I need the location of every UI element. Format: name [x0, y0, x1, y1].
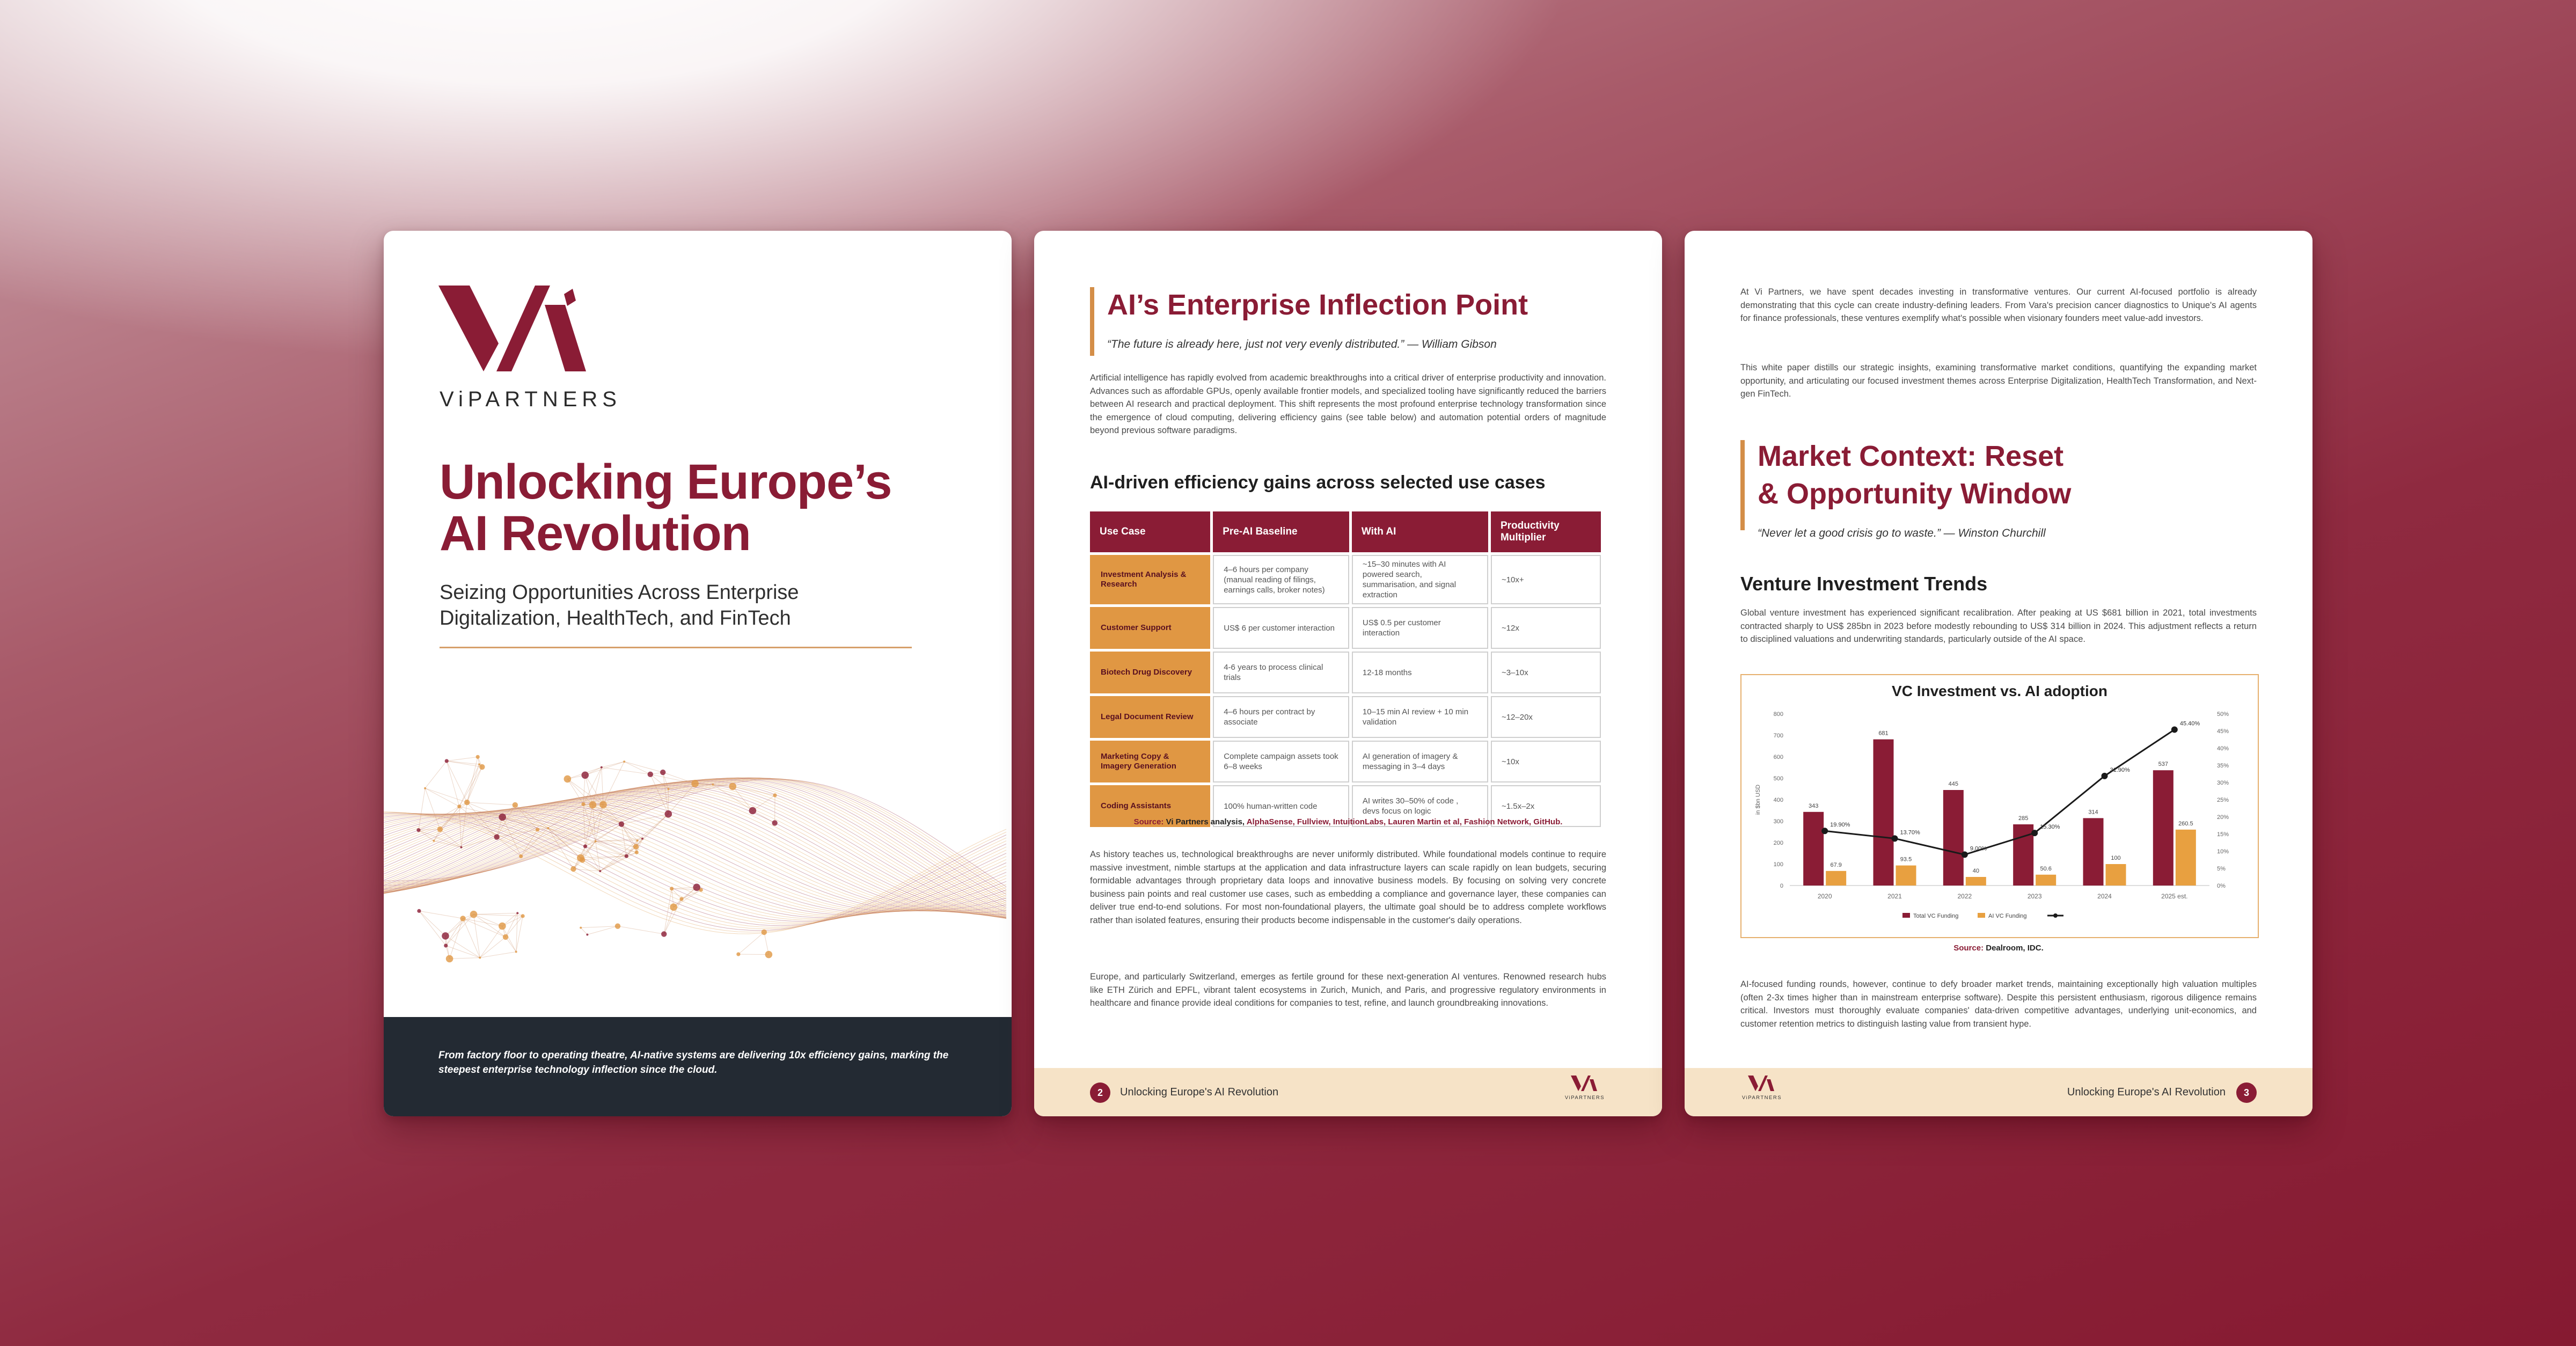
network-link	[450, 918, 463, 959]
network-node	[437, 826, 443, 832]
with-ai-cell: AI writes 30–50% of code , devs focus on logic	[1352, 785, 1488, 827]
total-vc-bar	[1943, 790, 1964, 886]
header-use-case: Use Case	[1090, 511, 1210, 552]
section-accent-bar	[1090, 287, 1094, 356]
network-node	[619, 821, 624, 826]
y2-tick-label: 30%	[2217, 780, 2229, 786]
header-pre-ai-baseline: Pre-AI Baseline	[1213, 511, 1349, 552]
table-row	[1090, 652, 1601, 693]
with-ai-cell: 10–15 min AI review + 10 min validation	[1352, 696, 1488, 738]
ai-vc-bar	[1966, 877, 1986, 886]
cover-footer-text: From factory floor to operating theatre, AI-native systems are delivering 10x efficiency gains, marking the steepest enterprise technology inflection since the cloud.	[438, 1050, 949, 1076]
x-tick-label: 2024	[2097, 893, 2112, 900]
baseline-cell: US$ 6 per customer interaction	[1213, 607, 1349, 649]
vi-partners-logo-icon	[438, 286, 594, 377]
with-ai-cell: US$ 0.5 per customer interaction	[1352, 607, 1488, 649]
ai-vc-bar-label: 40	[1972, 868, 1979, 874]
network-node	[515, 950, 517, 953]
network-node	[749, 807, 757, 815]
network-link	[467, 802, 515, 805]
page-three	[1685, 231, 2312, 1116]
multiplier-cell: ~12–20x	[1491, 696, 1601, 738]
network-node	[773, 793, 777, 797]
network-node	[712, 784, 714, 786]
ai-vc-bar	[1896, 866, 1916, 886]
network-node	[564, 776, 572, 783]
network-node	[499, 814, 506, 821]
ai-vc-bar-label: 100	[2111, 855, 2121, 861]
page-footer	[1034, 1068, 1662, 1116]
network-node	[577, 854, 584, 862]
multiplier-cell: ~10x+	[1491, 555, 1601, 604]
network-link	[447, 761, 459, 807]
section-quote: “Never let a good crisis go to waste.” — Winston Churchill	[1758, 527, 2046, 539]
network-node	[476, 755, 480, 759]
network-node	[660, 770, 665, 775]
legend-total-swatch	[1902, 913, 1910, 918]
market-paragraph: AI-focused funding rounds, however, continue to defy broader market trends, maintaining exceptionally high valuation multiples (often 2-3x times higher than in mainstream enterprise software). Despite this persistent enthusiasm, rigorous diligence remains critical. Investors must thoroughly evaluate companies' data-driven competitive advantages, underlying unit-economics, and customer retention metrics to distinguish lasting value from transient hype.	[1740, 979, 2257, 1029]
multiplier-cell: ~1.5x–2x	[1491, 785, 1601, 827]
network-node	[433, 840, 435, 842]
network-link	[467, 767, 482, 802]
ai-vc-bar-label: 93.5	[1900, 856, 1912, 863]
wave-line	[384, 785, 1006, 918]
network-node	[670, 887, 674, 890]
network-node	[417, 909, 421, 913]
multiplier-cell: ~10x	[1491, 741, 1601, 782]
legend-line-marker	[2053, 913, 2058, 918]
adoption-point	[2171, 726, 2178, 733]
network-node	[416, 828, 420, 832]
network-link	[624, 762, 663, 772]
page-two	[1034, 231, 1662, 1116]
network-node	[615, 923, 620, 928]
network-node	[445, 759, 449, 763]
table-row	[1090, 741, 1601, 782]
cover-footer-band	[384, 1017, 1012, 1116]
network-link	[463, 918, 502, 926]
ai-vc-bar-label: 260.5	[2178, 820, 2193, 827]
network-link	[459, 764, 479, 806]
network-link	[425, 788, 440, 829]
adoption-point	[1892, 835, 1898, 842]
network-node	[442, 932, 449, 940]
with-ai-cell: 12-18 months	[1352, 652, 1488, 693]
network-link	[445, 918, 463, 936]
wave-line	[384, 778, 1006, 899]
intro-paragraph-2: This white paper distills our strategic insights, examining transformative market conditions, quantifying the expanding market opportunity, and articulating our focused investment themes across Enterprise Digitalization, HealthTech Transformation, and Next-gen FinTech.	[1740, 363, 2257, 399]
network-node	[457, 804, 461, 808]
use-case-cell: Customer Support	[1090, 607, 1210, 649]
body-paragraph-1: As history teaches us, technological breakthroughs are never uniformly distributed. While foundational models continue to require massive investment, nimble startups at the application and data infrastructure layers can scale rapidly on lean budgets, securing formidable advantages through proprietary data loops and innovative business models. By focusing on solving very concrete business pain points and real customer use cases, such as embedding a compliance and governance layer, these companies can deliver true end-to-end solutions. For most non-foundational players, the ultimate goal should be to address complete workflows rather than isolated features, ensuring their products become indispensable in the customer's daily operations.	[1090, 850, 1606, 925]
y2-tick-label: 15%	[2217, 831, 2229, 838]
network-node	[601, 766, 603, 769]
network-node	[464, 800, 470, 805]
footer-document-title: Unlocking Europe's AI Revolution	[1120, 1086, 1279, 1098]
network-link	[447, 761, 467, 802]
page-footer	[1685, 1068, 2312, 1116]
source-label: Source:	[1953, 943, 1984, 953]
network-link	[467, 764, 479, 802]
y-tick-label: 300	[1773, 818, 1783, 825]
y-tick-label: 700	[1773, 733, 1783, 739]
y2-tick-label: 25%	[2217, 797, 2229, 803]
y2-tick-label: 40%	[2217, 745, 2229, 752]
x-tick-label: 2023	[2027, 893, 2042, 900]
adoption-point-label: 19.90%	[1830, 822, 1850, 829]
network-node	[424, 787, 426, 789]
table-source	[1034, 817, 1662, 826]
network-node	[460, 916, 465, 921]
y-tick-label: 500	[1773, 776, 1783, 782]
table-header-row	[1090, 511, 1601, 552]
adoption-point	[1821, 828, 1828, 834]
y-tick-label: 600	[1773, 754, 1783, 760]
x-tick-label: 2025 est.	[2161, 893, 2188, 900]
y2-tick-label: 5%	[2217, 866, 2226, 872]
network-node	[499, 923, 506, 930]
wave-line	[384, 778, 1006, 901]
network-node	[583, 844, 587, 848]
legend-total-label: Total VC Funding	[1913, 913, 1959, 919]
network-link	[425, 788, 467, 802]
network-node	[729, 783, 736, 791]
network-node	[521, 914, 525, 918]
mini-brand-text: ViPARTNERS	[1564, 1095, 1605, 1101]
network-node	[479, 764, 485, 770]
network-node	[547, 827, 549, 829]
network-link	[602, 762, 624, 767]
network-node	[478, 763, 480, 765]
network-node	[762, 930, 767, 935]
network-node	[570, 866, 576, 872]
use-case-cell: Investment Analysis & Research	[1090, 555, 1210, 604]
network-node	[580, 927, 582, 929]
total-vc-bar-label: 681	[1878, 730, 1889, 737]
network-node	[641, 838, 643, 840]
network-node	[667, 788, 669, 790]
y-tick-label: 800	[1773, 711, 1783, 718]
network-node	[623, 760, 625, 763]
page-number-badge: 2	[1090, 1082, 1110, 1103]
page-number-badge: 3	[2236, 1082, 2257, 1103]
network-link	[621, 824, 636, 847]
network-node	[586, 933, 588, 935]
source-plain: Vi Partners analysis,	[1166, 817, 1245, 826]
total-vc-bar	[2083, 818, 2104, 886]
network-link	[738, 932, 764, 954]
total-vc-bar-label: 314	[2088, 809, 2098, 816]
network-link	[596, 842, 637, 853]
network-node	[589, 801, 597, 809]
table-title: AI-driven efficiency gains across selected use cases	[1090, 472, 1546, 493]
y-tick-label: 400	[1773, 797, 1783, 803]
y2-tick-label: 35%	[2217, 763, 2229, 769]
network-node	[635, 851, 639, 854]
network-link	[480, 952, 516, 957]
network-link	[445, 936, 480, 958]
network-node	[633, 844, 639, 849]
baseline-cell: 4–6 hours per contract by associate	[1213, 696, 1349, 738]
network-link	[618, 926, 664, 934]
total-vc-bar	[1803, 812, 1824, 886]
vi-partners-mini-logo-icon	[1563, 1076, 1606, 1109]
network-node	[599, 870, 601, 872]
adoption-point	[2102, 773, 2108, 779]
total-vc-bar-label: 537	[2158, 761, 2169, 768]
section-accent-bar	[1740, 440, 1745, 530]
intro-paragraph: Artificial intelligence has rapidly evolved from academic breakthroughs into a critical driver of enterprise productivity and innovation. Advances such as affordable GPUs, openly available frontier models, and specialized tooling have significantly reduced the barriers between AI research and practical deployment. This shift represents the most profound enterprise technology transformation since the emergence of cloud computing, delivering efficiency gains (see table below) and automation potential orders of magnitude beyond previous software paradigms.	[1090, 373, 1606, 435]
cover-title-line-1: Unlocking Europe’s	[440, 455, 892, 509]
header-productivity-multiplier: Productivity Multiplier	[1491, 511, 1601, 552]
network-node	[516, 912, 518, 914]
adoption-point	[2031, 830, 2038, 836]
network-node	[636, 839, 639, 842]
table-row	[1090, 607, 1601, 649]
network-node	[765, 951, 773, 959]
network-node	[446, 955, 453, 963]
chart-source	[1685, 943, 2312, 953]
use-case-cell: Coding Assistants	[1090, 785, 1210, 827]
network-node	[736, 952, 740, 956]
adoption-point	[1962, 851, 1968, 858]
total-vc-bar	[1874, 740, 1894, 886]
table-row	[1090, 555, 1601, 604]
network-link	[447, 757, 478, 761]
network-link	[419, 788, 425, 830]
cover-title-line-2: AI Revolution	[440, 506, 751, 561]
use-case-cell: Legal Document Review	[1090, 696, 1210, 738]
baseline-cell: 4-6 years to process clinical trials	[1213, 652, 1349, 693]
ai-vc-bar-label: 50.6	[2040, 865, 2052, 872]
network-link	[463, 918, 480, 957]
legend-ai-label: AI VC Funding	[1988, 913, 2027, 919]
chart-title: VC Investment vs. AI adoption	[1892, 683, 2107, 699]
wave-line	[384, 786, 1006, 918]
legend-ai-swatch	[1978, 913, 1985, 918]
total-vc-bar-label: 445	[1948, 781, 1959, 787]
cover-title	[440, 456, 891, 559]
cover-subtitle: Seizing Opportunities Across Enterprise Digitalization, HealthTech, and FinTech	[440, 581, 799, 630]
network-link	[474, 913, 518, 914]
network-node	[519, 854, 523, 858]
network-link	[446, 915, 474, 946]
venture-trends-heading: Venture Investment Trends	[1740, 573, 1988, 595]
total-vc-bar-label: 285	[2018, 815, 2029, 822]
ai-vc-bar-label: 67.9	[1830, 861, 1842, 868]
y2-tick-label: 50%	[2217, 711, 2229, 718]
y2-tick-label: 45%	[2217, 728, 2229, 735]
adoption-point-label: 9.00%	[1970, 845, 1987, 852]
y2-tick-label: 0%	[2217, 883, 2226, 889]
efficiency-table	[1087, 509, 1604, 830]
network-node	[503, 934, 508, 940]
ai-vc-bar	[2106, 864, 2126, 886]
y-tick-label: 100	[1773, 861, 1783, 868]
network-node	[470, 911, 478, 918]
network-link	[738, 954, 769, 955]
network-node	[599, 801, 607, 809]
source-links[interactable]: AlphaSense, Fullview, IntuitionLabs, Lauren Martin et al, Fashion Network, GitHub.	[1246, 817, 1563, 826]
header-with-ai: With AI	[1352, 511, 1488, 552]
footer-document-title: Unlocking Europe's AI Revolution	[2067, 1086, 2226, 1098]
network-link	[581, 928, 587, 935]
network-node	[691, 780, 699, 787]
network-link	[664, 889, 671, 934]
y-tick-label: 0	[1780, 883, 1783, 889]
network-link	[425, 788, 459, 807]
total-vc-bar	[2153, 770, 2174, 886]
network-link	[445, 915, 474, 936]
intro-paragraph-1: At Vi Partners, we have spent decades investing in transformative ventures. Our current AI-focused portfolio is already demonstrating that this cycle can create industry-defining leaders. From Vara's precision cancer diagnostics to Unique's AI agents for finance professionals, these ventures exemplify what's possible when visionary founders meet value-add investors.	[1740, 287, 2257, 323]
network-node	[772, 820, 777, 825]
network-link	[419, 911, 446, 946]
network-link	[425, 761, 447, 788]
with-ai-cell: ~15–30 minutes with AI powered search, summarisation, and signal extraction	[1352, 555, 1488, 604]
section-quote: “The future is already here, just not very evenly distributed.” — William Gibson	[1107, 338, 1497, 350]
adoption-point-label: 45.40%	[2179, 720, 2200, 727]
network-link	[752, 795, 775, 811]
use-case-cell: Biotech Drug Discovery	[1090, 652, 1210, 693]
network-node	[494, 834, 499, 839]
network-node	[625, 854, 628, 858]
cover-page	[384, 231, 1012, 1116]
network-node	[536, 828, 539, 831]
adoption-point-label: 13.70%	[1900, 829, 1920, 836]
network-node	[670, 903, 677, 911]
x-tick-label: 2022	[1957, 893, 1972, 900]
ai-vc-bar	[2176, 830, 2196, 886]
adoption-point-label: 31.90%	[2110, 766, 2130, 773]
network-node	[581, 771, 589, 779]
source-label: Source:	[1133, 817, 1164, 826]
baseline-cell: 100% human-written code	[1213, 785, 1349, 827]
vc-chart-svg	[1741, 675, 2258, 937]
network-node	[444, 943, 448, 947]
vc-investment-chart	[1740, 674, 2259, 938]
section-title	[1758, 437, 2071, 513]
ai-vc-bar	[2036, 875, 2056, 886]
network-node	[661, 931, 667, 937]
x-tick-label: 2020	[1817, 893, 1832, 900]
brand-wordmark: ViPARTNERS	[440, 387, 621, 411]
with-ai-cell: AI generation of imagery & messaging in 3–4 days	[1352, 741, 1488, 782]
network-node	[460, 846, 463, 848]
total-vc-bar-label: 343	[1808, 802, 1819, 809]
baseline-cell: 4–6 hours per company (manual reading of filings, earnings calls, broker notes)	[1213, 555, 1349, 604]
x-tick-label: 2021	[1887, 893, 1902, 900]
network-node	[479, 957, 481, 959]
adoption-point-label: 15.30%	[2040, 824, 2060, 831]
network-node	[665, 810, 672, 818]
y2-tick-label: 20%	[2217, 814, 2229, 821]
section-title-line-1: Market Context: Reset	[1758, 440, 2064, 472]
cover-divider	[440, 647, 912, 648]
network-node	[693, 884, 700, 891]
network-node	[648, 772, 653, 777]
network-link	[480, 937, 506, 958]
ai-vc-bar	[1826, 871, 1846, 886]
baseline-cell: Complete campaign assets took 6–8 weeks	[1213, 741, 1349, 782]
multiplier-cell: ~12x	[1491, 607, 1601, 649]
use-case-cell: Marketing Copy & Imagery Generation	[1090, 741, 1210, 782]
network-node	[581, 802, 585, 806]
source-text: Dealroom, IDC.	[1986, 943, 2044, 953]
body-paragraph-2: Europe, and particularly Switzerland, emerges as fertile ground for these next-generation AI ventures. Renowned research hubs like ETH Zürich and EPFL, vibrant talent ecosystems in Zurich, Munich, and Paris, and progressive regulatory environments in healthcare and finance provide ideal conditions for companies to test, refine, and launch groundbreaking innovations.	[1090, 972, 1606, 1008]
y2-tick-label: 10%	[2217, 848, 2229, 855]
network-node	[595, 840, 597, 843]
mini-brand-text: ViPARTNERS	[1741, 1095, 1782, 1101]
vi-partners-mini-logo-icon	[1740, 1076, 1783, 1109]
venture-paragraph: Global venture investment has experienced significant recalibration. After peaking at US $681 billion in 2021, total investments contracted sharply to US$ 285bn in 2023 before modestly rebounding to US$ 314 billion in 2024. This adjustment reflects a return to disciplined valuations and underwriting standards, particularly outside of the AI space.	[1740, 608, 2257, 644]
network-wave-illustration	[384, 725, 1012, 1014]
multiplier-cell: ~3–10x	[1491, 652, 1601, 693]
section-title-line-2: & Opportunity Window	[1758, 478, 2072, 510]
table-row	[1090, 696, 1601, 738]
network-node	[679, 897, 683, 901]
y-axis-label: in $bn USD	[1755, 784, 1761, 815]
y-tick-label: 200	[1773, 840, 1783, 846]
network-node	[513, 802, 518, 808]
network-link	[450, 958, 480, 959]
section-title: AI’s Enterprise Inflection Point	[1107, 289, 1528, 321]
